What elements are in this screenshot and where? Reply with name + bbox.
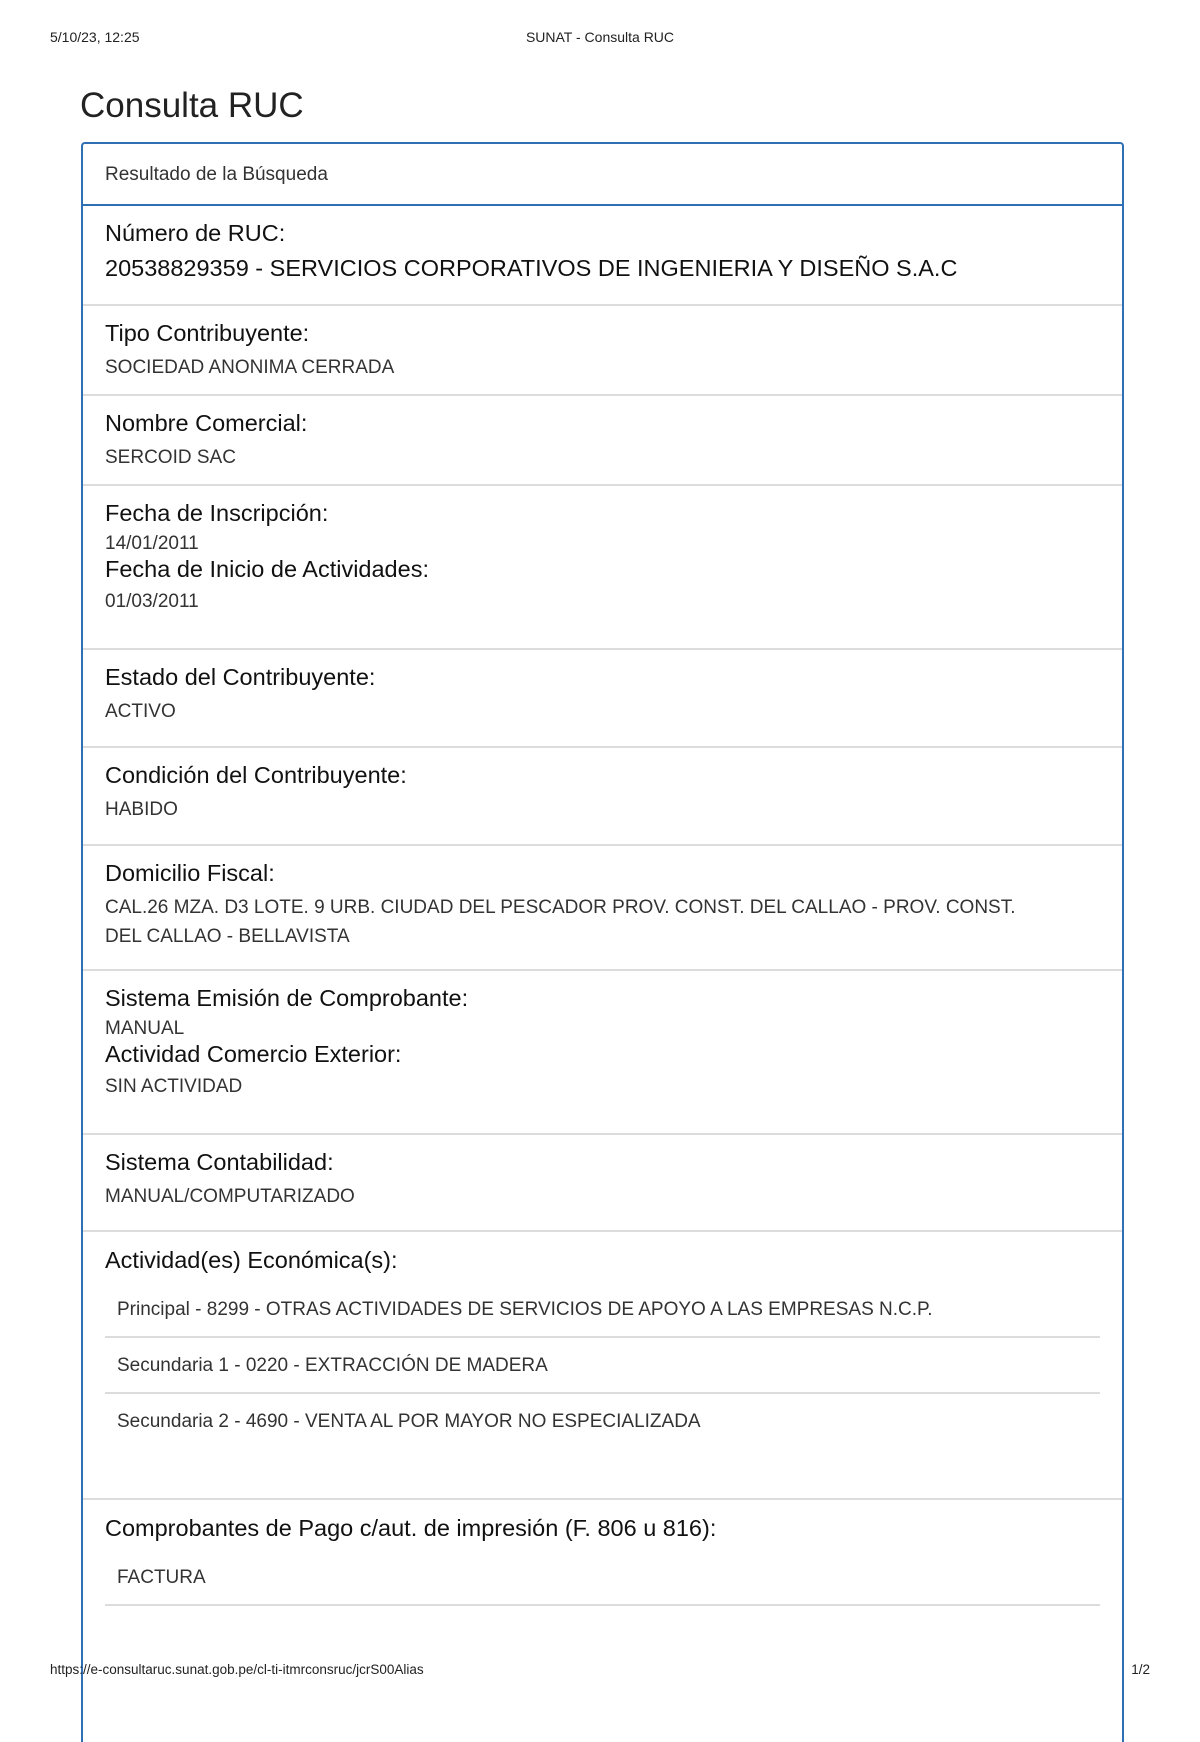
print-footer — [50, 1662, 1150, 1682]
list-item: Secundaria 1 - 0220 - EXTRACCIÓN DE MADERA — [105, 1338, 1100, 1394]
section-tipo-contribuyente — [83, 306, 1122, 396]
print-header — [50, 29, 1150, 49]
section-condicion — [83, 748, 1122, 846]
section-actividades-economicas — [83, 1232, 1122, 1500]
panel-heading: Resultado de la Búsqueda — [83, 144, 1122, 206]
domicilio-fiscal-value: CAL.26 MZA. D3 LOTE. 9 URB. CIUDAD DEL PESCADOR PROV. CONST. DEL CALLAO - PROV. CONST. DEL CALLAO - BELLAVISTA — [105, 897, 1016, 947]
section-fechas — [83, 486, 1122, 650]
fecha-inscripcion-value: 14/01/2011 — [105, 533, 199, 554]
list-item: Secundaria 2 - 4690 - VENTA AL POR MAYOR NO ESPECIALIZADA — [117, 1411, 701, 1432]
condicion-label: Condición del Contribuyente: — [105, 762, 407, 788]
actividades-label: Actividad(es) Económica(s): — [105, 1247, 398, 1273]
section-estado — [83, 650, 1122, 748]
contabilidad-value: MANUAL/COMPUTARIZADO — [105, 1186, 355, 1207]
fecha-inicio-value: 01/03/2011 — [105, 591, 199, 612]
section-comprobantes — [83, 1500, 1122, 1606]
section-domicilio-fiscal — [83, 846, 1122, 971]
section-contabilidad — [83, 1135, 1122, 1232]
estado-label: Estado del Contribuyente: — [105, 664, 376, 690]
section-ruc — [83, 206, 1122, 306]
actividades-list — [105, 1282, 1100, 1450]
contabilidad-label: Sistema Contabilidad: — [105, 1149, 334, 1175]
section-nombre-comercial — [83, 396, 1122, 486]
list-item: FACTURA — [105, 1550, 1100, 1606]
section-emision-comercio — [83, 971, 1122, 1135]
comercio-exterior-value: SIN ACTIVIDAD — [105, 1076, 243, 1097]
print-document-title: SUNAT - Consulta RUC — [525, 29, 675, 45]
sistema-emision-value: MANUAL — [105, 1018, 185, 1039]
ruc-label: Número de RUC: — [105, 220, 286, 246]
fecha-inscripcion-label: Fecha de Inscripción: — [105, 500, 329, 526]
results-panel — [81, 142, 1124, 1742]
tipo-contribuyente-label: Tipo Contribuyente: — [105, 320, 310, 346]
nombre-comercial-value: SERCOID SAC — [105, 447, 236, 468]
comprobantes-label: Comprobantes de Pago c/aut. de impresión (F. 806 u 816): — [105, 1515, 717, 1541]
domicilio-fiscal-label: Domicilio Fiscal: — [105, 860, 275, 886]
comprobantes-list — [105, 1550, 1100, 1606]
print-date: 5/10/23, 12:25 — [50, 29, 140, 45]
ruc-value: 20538829359 - SERVICIOS CORPORATIVOS DE INGENIERIA Y DISEÑO S.A.C — [105, 255, 958, 281]
page-title: Consulta RUC — [80, 86, 304, 125]
nombre-comercial-label: Nombre Comercial: — [105, 410, 308, 436]
print-url: https://e-consultaruc.sunat.gob.pe/cl-ti-itmrconsruc/jcrS00Alias — [50, 1662, 424, 1677]
sistema-emision-label: Sistema Emisión de Comprobante: — [105, 985, 469, 1011]
page-number: 1/2 — [1131, 1662, 1150, 1677]
fecha-inicio-label: Fecha de Inicio de Actividades: — [105, 556, 429, 582]
comercio-exterior-label: Actividad Comercio Exterior: — [105, 1041, 402, 1067]
list-item: Principal - 8299 - OTRAS ACTIVIDADES DE SERVICIOS DE APOYO A LAS EMPRESAS N.C.P. — [105, 1282, 1100, 1338]
tipo-contribuyente-value: SOCIEDAD ANONIMA CERRADA — [105, 357, 395, 378]
condicion-value: HABIDO — [105, 799, 178, 820]
estado-value: ACTIVO — [105, 701, 176, 722]
